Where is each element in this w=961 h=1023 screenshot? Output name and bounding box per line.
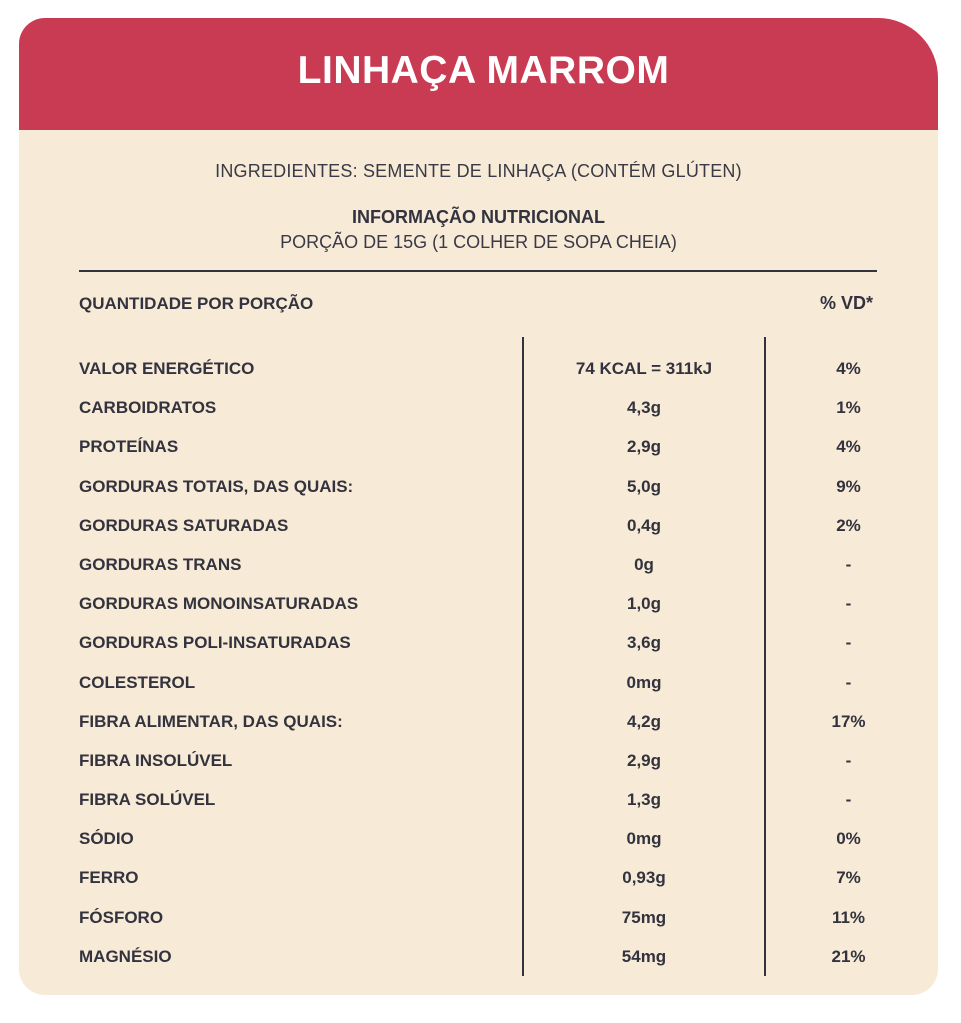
nutrient-vd: 4%: [836, 437, 861, 457]
quantity-column-header: QUANTIDADE POR PORÇÃO: [79, 294, 314, 313]
nutrient-name: FIBRA INSOLÚVEL: [79, 750, 233, 770]
nutrient-amount: 0,93g: [622, 868, 666, 888]
nutrient-name: MAGNÉSIO: [79, 946, 172, 966]
nutrient-name: GORDURAS MONOINSATURADAS: [79, 594, 359, 614]
title-banner: [19, 18, 938, 130]
table-row: [19, 665, 938, 704]
nutrient-vd: -: [845, 554, 852, 574]
table-row: [19, 743, 938, 782]
nutrient-vd: -: [845, 633, 852, 653]
table-row: [19, 821, 938, 860]
nutrition-table: [19, 351, 938, 978]
nutrient-name: GORDURAS POLI-INSATURADAS: [79, 633, 351, 653]
nutrient-vd: 11%: [831, 907, 866, 927]
table-row: [19, 900, 938, 939]
nutrient-vd: -: [845, 790, 852, 810]
table-row: [19, 351, 938, 390]
table-row: [19, 469, 938, 508]
nutrient-vd: 9%: [836, 476, 861, 496]
nutrient-amount: 0g: [634, 554, 654, 574]
portion-text: PORÇÃO DE 15G (1 COLHER DE SOPA CHEIA): [280, 232, 677, 252]
nutrient-amount: 2,9g: [626, 437, 662, 457]
table-row: [19, 586, 938, 625]
table-row: [19, 390, 938, 429]
nutrient-name: GORDURAS TRANS: [79, 554, 242, 574]
nutrient-name: GORDURAS SATURADAS: [79, 515, 289, 535]
nutrient-name: FERRO: [79, 868, 139, 888]
nutrient-vd: 7%: [836, 868, 861, 888]
nutrient-name: FIBRA ALIMENTAR, DAS QUAIS:: [79, 711, 343, 731]
nutrition-label-card: [19, 18, 938, 995]
nutrient-name: PROTEÍNAS: [79, 437, 179, 457]
nutrient-amount: 4,3g: [626, 398, 662, 418]
nutrient-amount: 5,0g: [626, 476, 662, 496]
nutrient-amount: 4,2g: [626, 711, 662, 731]
nutrient-amount: 3,6g: [626, 633, 662, 653]
nutrient-name: COLESTEROL: [79, 672, 196, 692]
nutrient-vd: 0%: [836, 829, 861, 849]
table-row: [19, 547, 938, 586]
nutrient-vd: 2%: [836, 515, 861, 535]
nutrient-vd: 4%: [836, 359, 861, 378]
nutrient-vd: -: [845, 594, 852, 614]
nutrient-amount: 74 KCAL = 311kJ: [575, 359, 713, 378]
table-row: [19, 860, 938, 899]
nutrient-amount: 2,9g: [626, 750, 662, 770]
product-title: LINHAÇA MARROM: [297, 49, 670, 92]
header-divider: [79, 270, 877, 272]
nutrient-amount: 0mg: [626, 829, 662, 849]
table-row: [19, 625, 938, 664]
nutrient-name: FÓSFORO: [79, 907, 164, 927]
nutrient-name: SÓDIO: [79, 829, 134, 849]
table-row: [19, 429, 938, 468]
nutrient-vd: 1%: [836, 398, 861, 418]
ingredients-text: INGREDIENTES: SEMENTE DE LINHAÇA (CONTÉM GLÚTEN): [215, 161, 742, 181]
nutrient-amount: 0mg: [626, 672, 662, 692]
nutrition-heading: INFORMAÇÃO NUTRICIONAL: [352, 207, 605, 227]
nutrient-amount: 1,0g: [626, 594, 662, 614]
nutrient-vd: 21%: [831, 946, 866, 966]
nutrient-name: GORDURAS TOTAIS, DAS QUAIS:: [79, 476, 354, 496]
nutrient-amount: 54mg: [621, 946, 667, 966]
nutrient-vd: -: [845, 672, 852, 692]
nutrient-amount: 75mg: [621, 907, 667, 927]
nutrient-amount: 1,3g: [626, 790, 662, 810]
nutrient-amount: 0,4g: [626, 515, 662, 535]
table-row: [19, 782, 938, 821]
nutrient-name: CARBOIDRATOS: [79, 398, 217, 418]
table-row: [19, 939, 938, 978]
nutrient-name: VALOR ENERGÉTICO: [79, 359, 255, 378]
table-row: [19, 704, 938, 743]
vd-column-header: % VD*: [819, 293, 873, 313]
nutrient-name: FIBRA SOLÚVEL: [79, 790, 216, 810]
nutrient-vd: 17%: [831, 711, 866, 731]
nutrient-vd: -: [845, 750, 852, 770]
table-row: [19, 508, 938, 547]
